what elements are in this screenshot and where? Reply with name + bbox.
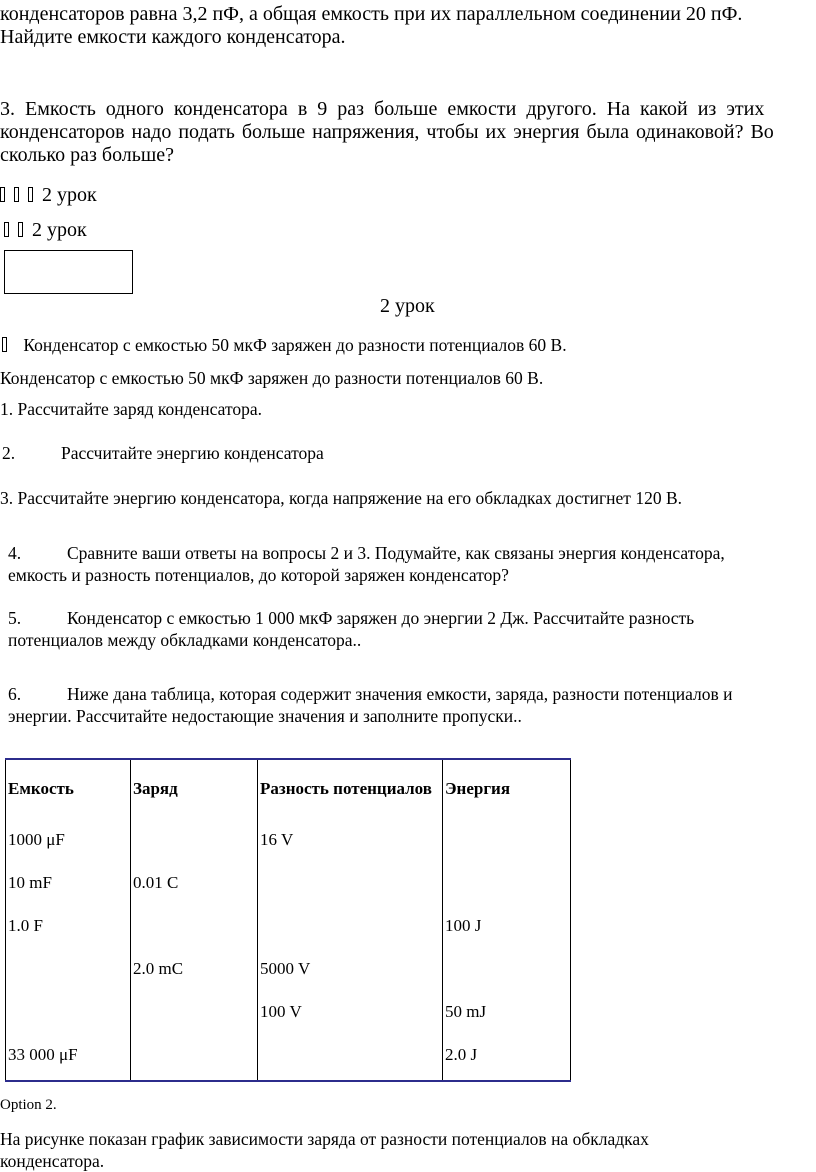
capacitor-values-table: [5, 758, 571, 1082]
question-4: [8, 542, 725, 586]
question-3-paragraph: [0, 98, 816, 167]
paragraph-capacitors-series: [0, 3, 816, 49]
table-row: [6, 952, 571, 995]
table-header-row: [6, 759, 571, 823]
question-number: 4.: [8, 543, 22, 563]
table-cell: [6, 995, 131, 1038]
lesson-label-text: 2 урок: [380, 295, 435, 317]
missing-glyph-icon: [18, 222, 23, 237]
question-2: [2, 442, 324, 464]
missing-glyph-icon: [4, 222, 9, 237]
image-placeholder: [4, 250, 133, 294]
table-cell: [443, 866, 571, 909]
table-cell: 10 mF: [6, 866, 131, 909]
lesson-label-a: [0, 184, 97, 207]
task-lead-line: [2, 334, 567, 356]
option-label: Option 2.: [0, 1097, 57, 1113]
table-cell: 1.0 F: [6, 909, 131, 952]
lesson-label-text: 2 урок: [42, 184, 97, 206]
table-row: [6, 995, 571, 1038]
task-lead-text: Конденсатор с емкостью 50 мкФ заряжен до разности потенциалов 60 В.: [23, 335, 567, 355]
table-row: [6, 909, 571, 952]
lesson-label-c: [380, 295, 435, 318]
table-row: [6, 866, 571, 909]
table-cell: [6, 952, 131, 995]
footer-paragraph: [0, 1128, 649, 1172]
table-cell: [131, 995, 258, 1038]
question-number: 6.: [8, 684, 22, 704]
lesson-label-b: [4, 219, 87, 242]
question-text: Сравните ваши ответы на вопросы 2 и 3. Подумайте, как связаны энергия конденсатора,: [67, 543, 725, 563]
text-line: конденсаторов равна 3,2 пФ, а общая емкость при их параллельном соединении 20 пФ.: [0, 3, 743, 25]
table-header-cell: Заряд: [131, 759, 258, 823]
table-cell: 100 V: [258, 995, 443, 1038]
question-text: потенциалов между обкладками конденсатора..: [8, 630, 362, 650]
table-cell: 2.0 mC: [131, 952, 258, 995]
table-cell: [443, 952, 571, 995]
table-cell: 2.0 J: [443, 1038, 571, 1082]
missing-glyph-icon: [0, 187, 5, 202]
table-header-cell: Емкость: [6, 759, 131, 823]
missing-glyph-icon: [2, 337, 7, 352]
table-header-cell: Разность потенциалов: [258, 759, 443, 823]
text-line: На рисунке показан график зависимости заряда от разности потенциалов на обкладках: [0, 1129, 649, 1149]
question-text: Рассчитайте энергию конденсатора: [61, 443, 324, 463]
question-5: [8, 607, 694, 651]
question-text: Конденсатор с емкостью 1 000 мкФ заряжен до энергии 2 Дж. Рассчитайте разность: [67, 608, 695, 628]
table-cell: [258, 1038, 443, 1082]
question-text: Ниже дана таблица, которая содержит значения емкости, заряда, разности потенциалов и: [67, 684, 733, 704]
text-line: сколько раз больше?: [0, 144, 175, 166]
text-line: 3. Емкость одного конденсатора в 9 раз больше емкости другого. На какой из этих: [0, 98, 765, 120]
missing-glyph-icon: [14, 187, 19, 202]
table-cell: 33 000 μF: [6, 1038, 131, 1082]
lesson-label-text: 2 урок: [32, 219, 87, 241]
question-1: 1. Рассчитайте заряд конденсатора.: [0, 399, 263, 419]
table-header-cell: Энергия: [443, 759, 571, 823]
missing-glyph-icon: [28, 187, 33, 202]
text-line: Найдите емкости каждого конденсатора.: [0, 26, 346, 48]
task-intro: Конденсатор с емкостью 50 мкФ заряжен до разности потенциалов 60 В.: [0, 368, 544, 388]
table-row: [6, 1038, 571, 1082]
table-cell: 50 mJ: [443, 995, 571, 1038]
table-cell: [258, 909, 443, 952]
question-text: энергии. Рассчитайте недостающие значения и заполните пропуски..: [8, 706, 522, 726]
table-cell: [131, 1038, 258, 1082]
table-cell: [131, 823, 258, 866]
table-cell: 1000 μF: [6, 823, 131, 866]
question-3: 3. Рассчитайте энергию конденсатора, когда напряжение на его обкладках достигнет 120 В.: [0, 488, 683, 508]
table-row: [6, 823, 571, 866]
table-cell: 5000 V: [258, 952, 443, 995]
table-cell: 0.01 C: [131, 866, 258, 909]
text-line: конденсаторов надо подать больше напряжения, чтобы их энергия была одинаковой? Во: [0, 121, 774, 143]
table-cell: 16 V: [258, 823, 443, 866]
question-6: [8, 683, 733, 727]
table-cell: [443, 823, 571, 866]
table-cell: [258, 866, 443, 909]
table-cell: 100 J: [443, 909, 571, 952]
text-line: конденсатора.: [0, 1151, 105, 1171]
question-number: 2.: [2, 443, 16, 463]
table-cell: [131, 909, 258, 952]
question-number: 5.: [8, 608, 22, 628]
question-text: емкость и разность потенциалов, до которой заряжен конденсатор?: [8, 565, 509, 585]
